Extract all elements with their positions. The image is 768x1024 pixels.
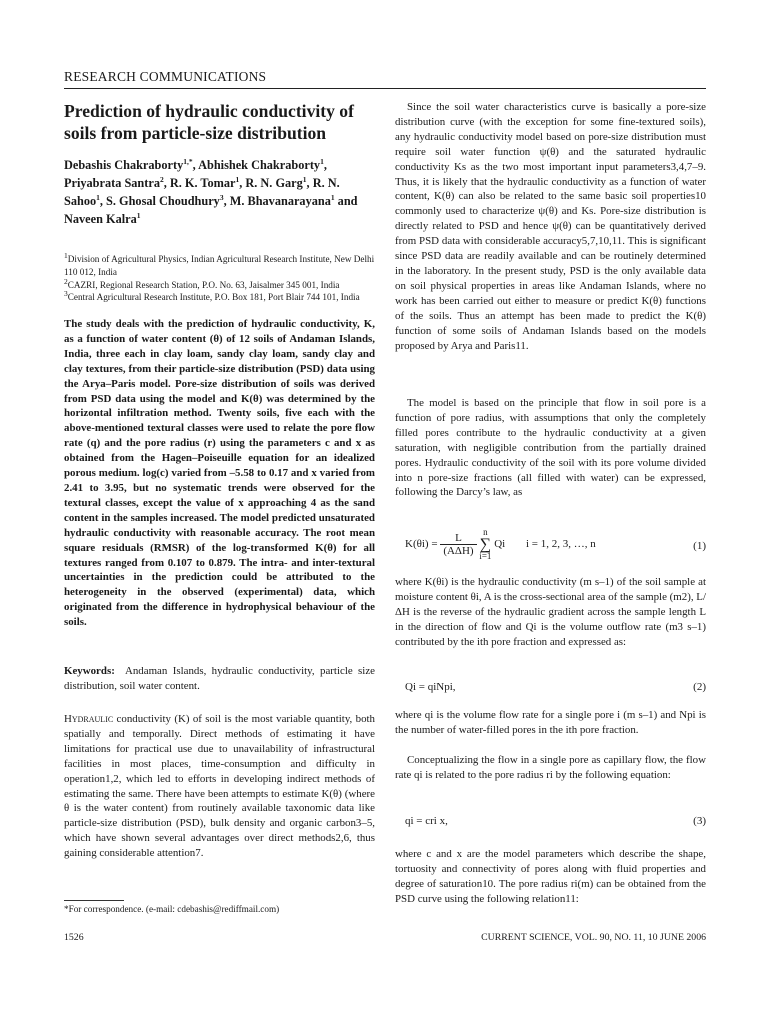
eq1-sum-top: n — [483, 527, 488, 537]
author-name: Debashis Chakraborty — [64, 158, 184, 172]
intro-dropcap: Hydraulic — [64, 713, 114, 725]
author-name: R. N. Sahoo — [64, 176, 340, 208]
author-affiliation-mark: 1 — [320, 156, 324, 166]
author-name: R. N. Garg — [245, 176, 303, 190]
eq1-denominator: (AΔH) — [443, 545, 474, 557]
eq2-text: Qi = qiNpi, — [405, 681, 456, 693]
abstract: The study deals with the prediction of hydraulic conductivity, K, as a function of water content (θ) of 12 soils of Andaman Islands, India, three each in clay loam, sandy clay loam, sandy clay and clay textures, from their particle-size distribution (PSD) data using the Arya–Paris model. Pore-size distribution of soils was derived from PSD data using the model and K(θ) was determined by the horizontal infiltration method. Twenty soils, five each with the above-mentioned textural classes were used to relate the pore flow rate (q) and the pore radius (r) using the parameters c and x as obtained from the Hagen–Poiseuille equation for an idealized porous medium. log(c) varied from –5.58 to 0.17 and x varied from 2.41 to 3.95, but no systematic trends were observed for the textural classes, except the value of x approaching 4 as the sand content in the samples increased. The model predicted unsaturated hydraulic conductivity with reasonable accuracy. The root mean square residuals (RMSR) of the log-transformed K(θ) for all textures ranged from 0.107 to 0.879. The intra- and inter-textural uncertainties in the prediction could be attributed to the heterogeneity in the observed (experimental) data, which originated from the difference in hydrophysical behaviour of the soils. — [64, 318, 375, 629]
paragraph-text: where K(θi) is the hydraulic conductivity (m s–1) of the soil sample at moisture content θi, A is the cross-sectional area of the sample (m2), L/ΔH is the reverse of the hydraulic gradient across the sample length L in the direction of flow and Qi is the volume outflow rate (m3 s–1) contributed by the ith pore fraction and expressed as: — [395, 576, 706, 648]
header-rule — [64, 88, 706, 89]
paragraph-text: The model is based on the principle that flow in soil pore is a function of pore radius, with assumptions that only the completely filled pores contribute to the hydraulic conductivity at a given saturation, with negligible contribution from the partially drained pores. Hydraulic conductivity of the soil with its pore volume divided into n pore-size fractions (all filled with water) can be expressed, following the Darcy’s law, as — [395, 397, 706, 499]
author-name: M. Bhavanarayana — [229, 194, 331, 208]
eq1-sum-bottom: i=1 — [479, 551, 492, 561]
paragraph-text: where qi is the volume flow rate for a single pore i (m s–1) and Npi is the number of water-filled pores in the ith pore fraction. — [395, 709, 706, 736]
affiliations — [64, 250, 376, 304]
equation-3 — [395, 815, 706, 827]
paragraph-text: Since the soil water characteristics curve is basically a pore-size distribution curve (with the exception for some fine-textured soils), any hydraulic conductivity model based on pore-size distribution must require soil water function ψ(θ) and the saturated hydraulic conductivity Ks as the two most important input parameters3,4,7–9. Thus, it is likely that the hydraulic conductivity as a function of water content, K(θ) can also be related to the same basic soil properties10 commonly used to characterize ψ(θ) and Ks. Pore-size distribution is directly related to PSD and hence ψ(θ) can be quantitatively derived from PSD data with considerable accuracy5,7,10,11. This is significant since PSD data are readily available and can be routinely determined in the laboratory. In the present study, PSD is the only available data on soil physical properties in areas like Andaman Islands, where no work has been carried out either to measure or predict K(θ) functions of the soils. Thus an attempt has been made to predict the K(θ) function of some soils of Andaman Islands based on the models proposed by Arya and Paris11. — [395, 101, 706, 352]
intro-text: conductivity (K) of soil is the most variable quantity, both spatially and temporally. Direct methods of estimating it have limitations for practical use due to unavailability of infrastructural facilities in most places, time-consumption and difficulty in operation1,2, which led to efforts in developing indirect methods of estimating the same. There have been attempts to estimate K(θ) (where θ is the water content) from routinely available taxonomic data like particle-size distribution (PSD), bulk density and organic carbon3–5, which have shown several advantages over direct methods2,6, thus gaining considerable attention7. — [64, 713, 375, 860]
affiliation: $^2$CAZRI, Regional Research Station, P.O. No. 63, Jaisalmer 345 001, India — [64, 276, 340, 290]
keywords-text: Andaman Islands, hydraulic conductivity, particle size distribution, soil water content. — [64, 665, 375, 692]
right-paragraph-5 — [395, 753, 706, 783]
equation-2 — [395, 681, 706, 693]
eq1-label: (1) — [693, 540, 706, 552]
affiliation: $^3$Central Agricultural Research Institute, P.O. Box 181, Port Blair 744 101, India — [64, 289, 360, 303]
keywords — [64, 664, 375, 694]
author-name: S. Ghosal Choudhury — [106, 194, 220, 208]
page-number: 1526 — [64, 932, 84, 943]
right-paragraph-6 — [395, 847, 706, 907]
eq3-label: (3) — [693, 815, 706, 827]
right-paragraph-4 — [395, 708, 706, 738]
eq1-sum: n ∑ i=1 — [479, 527, 492, 561]
author-affiliation-mark: 2 — [159, 174, 164, 184]
author-affiliation-mark: 3 — [219, 192, 224, 202]
intro-paragraph — [64, 712, 375, 861]
paragraph-text: where c and x are the model parameters which describe the shape, tortuosity and connectivity of pores along with fluid properties and degree of saturation10. The pore radius ri(m) can be obtained from the PSD curve using the following relation11: — [395, 848, 706, 905]
author-affiliation-mark: 1 — [136, 210, 141, 220]
author-affiliation-mark: 1 — [235, 174, 240, 184]
section-header: RESEARCH COMMUNICATIONS — [64, 69, 267, 84]
author-affiliation-mark: 1 — [96, 192, 100, 202]
right-paragraph-3 — [395, 575, 706, 650]
eq1-rhs: Qi — [494, 538, 506, 551]
author-name: Priyabrata Santra — [64, 176, 160, 190]
eq2-label: (2) — [693, 681, 706, 693]
paragraph-text: Conceptualizing the flow in a single pore as capillary flow, the flow rate qi is related to the pore radius ri by the following equation: — [395, 754, 706, 781]
eq1-fraction — [440, 532, 476, 557]
journal-citation: CURRENT SCIENCE, VOL. 90, NO. 11, 10 JUNE 2006 — [481, 932, 706, 943]
footnote-rule — [64, 900, 124, 901]
right-paragraph-1 — [395, 100, 706, 353]
keywords-label: Keywords: — [64, 665, 115, 677]
article-title: Prediction of hydraulic conductivity of soils from particle-size distribution — [64, 101, 354, 143]
eq1-range: i = 1, 2, 3, …, n — [525, 538, 596, 551]
author-affiliation-mark: 1 — [330, 192, 335, 202]
author-affiliation-mark: 1,* — [183, 156, 193, 166]
equation-1 — [395, 528, 706, 561]
right-paragraph-2 — [395, 396, 706, 500]
eq1-numerator: L — [440, 532, 476, 545]
author-affiliation-mark: 1 — [302, 174, 307, 184]
eq3-text: qi = cri x, — [405, 815, 448, 827]
author-name: Abhishek Chakraborty — [198, 158, 321, 172]
author-name: R. K. Tomar — [169, 176, 236, 190]
footnote: *For correspondence. (e-mail: cdebashis@rediffmail.com) — [64, 904, 280, 914]
author-name: Naveen Kalra — [64, 212, 137, 226]
author-list: Debashis Chakraborty$^{1,*}$, Abhishek Chakraborty$^1$, Priyabrata Santra$^2$, R. K. Tomar$^1$, R. N. Garg$^1$, R. N. Sahoo$^1$, S. Ghosal Choudhury$^3$, M. Bhavanarayana$^1$ and Naveen Kalra$^1$ — [64, 156, 358, 226]
affiliation: $^1$Division of Agricultural Physics, Indian Agricultural Research Institute, New Delhi 110 012, India — [64, 250, 375, 277]
eq1-lhs: K(θi) = — [405, 538, 438, 551]
